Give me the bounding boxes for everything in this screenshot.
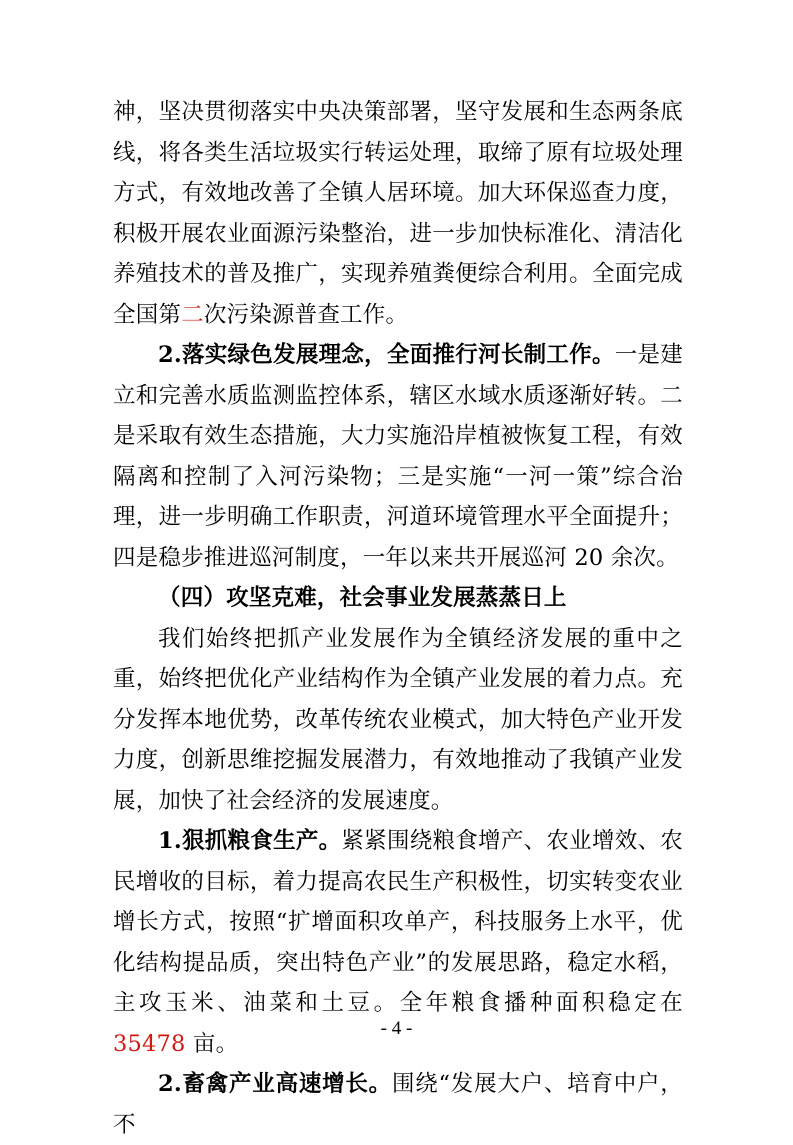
document-body [113, 92, 683, 1145]
text-run: 一是建立和完善水质监测监控体系，辖区水域水质逐渐好转。二是采取有效生态措施，大力实施沿岸植被恢复工程，有效隔离和控制了入河污染物；三是实施“一河一策”综合治理，进一步明确工作职责，河道环境管理水平全面提升；四是稳步推进巡河制度，一年以来共开展巡河 20 余次。 [113, 342, 683, 571]
text-run: 35478 [113, 1030, 186, 1057]
paragraph [113, 1064, 683, 1145]
text-run: 2.畜禽产业高速增长。 [158, 1071, 392, 1097]
text-run: （四）攻坚克难，社会事业发展蒸蒸日上 [158, 585, 567, 611]
text-run: 神，坚决贯彻落实中央决策部署，坚守发展和生态两条底线，将各类生活垃圾实行转运处理，取缔了原有垃圾处理方式，有效地改善了全镇人居环境。加大环保巡查力度，积极开展农业面源污染整治，进一步加快标准化、清洁化养殖技术的普及推广，实现养殖粪便综合利用。全面完成全国第 [113, 99, 683, 328]
text-run: 次污染源普查工作。 [203, 301, 409, 328]
page-number: - 4 - [380, 1018, 413, 1039]
text-run: 紧紧围绕粮食增产、农业增效、农民增收的目标，着力提高农民生产积极性，切实转变农业增长方式，按照“扩增面积攻单产，科技服务上水平，优化结构提品质，突出特色产业”的发展思路，稳定水稻，主攻玉米、油菜和土豆。全年粮食播种面积稳定在 [113, 828, 683, 1016]
text-run: 2.落实绿色发展理念，全面推行河长制工作。 [158, 342, 615, 368]
paragraph [113, 619, 683, 822]
text-run: 围绕“发展大户、培育中户，不 [113, 1071, 683, 1138]
paragraph [113, 335, 683, 578]
text-run: 1.狠抓粮食生产。 [158, 828, 342, 854]
text-run: 二 [181, 301, 204, 328]
section-heading [113, 578, 683, 619]
text-run: 我们始终把抓产业发展作为全镇经济发展的重中之重，始终把优化产业结构作为全镇产业发展的着力点。充分发挥本地优势，改革传统农业模式，加大特色产业开发力度，创新思维挖掘发展潜力，有效地推动了我镇产业发展，加快了社会经济的发展速度。 [113, 625, 683, 814]
text-run: 亩。 [185, 1030, 239, 1057]
paragraph [113, 92, 683, 335]
